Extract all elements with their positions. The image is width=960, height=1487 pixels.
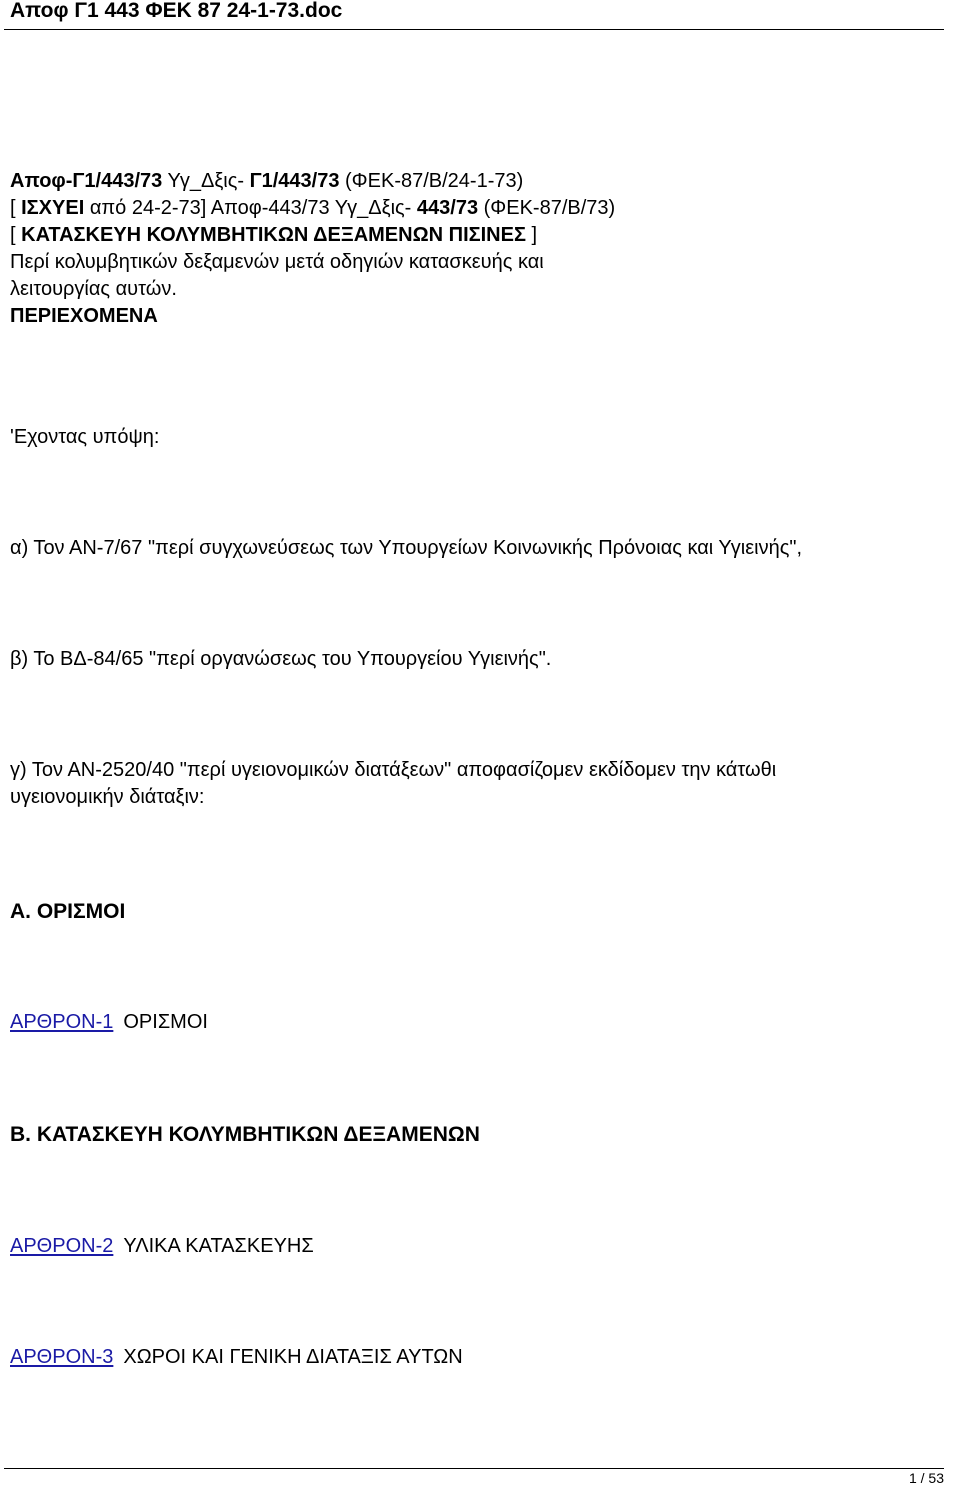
header-line-3: [10, 222, 615, 249]
header-text: ]: [525, 224, 538, 246]
section-a-heading: Α. ΟΡΙΣΜΟΙ: [10, 900, 126, 923]
header-divider: [4, 29, 944, 30]
section-b-heading: Β. ΚΑΤΑΣΚΕΥΗ ΚΟΛΥΜΒΗΤΙΚΩΝ ΔΕΞΑΜΕΝΩΝ: [10, 1123, 480, 1146]
footer-divider: [4, 1468, 944, 1469]
subject-line-1: Περί κολυμβητικών δεξαμενών μετά οδηγιών κατασκευής και: [10, 251, 544, 273]
header-line-1: [10, 168, 615, 195]
subject-keyword: ΚΑΤΑΣΚΕΥΗ ΚΟΛΥΜΒΗΤΙΚΩΝ ΔΕΞΑΜΕΝΩΝ ΠΙΣΙΝΕΣ: [21, 224, 526, 246]
decision-code: 443/73: [416, 197, 479, 219]
article-3-title: ΧΩΡΟΙ ΚΑΙ ΓΕΝΙΚΗ ΔΙΑΤΑΞΙΣ ΑΥΤΩΝ: [123, 1346, 463, 1368]
preamble-item-b: β) Το ΒΔ-84/65 "περί οργανώσεως του Υπουργείου Υγιεινής".: [10, 648, 552, 670]
subject-line-2: λειτουργίας αυτών.: [10, 278, 177, 300]
preamble-item-c-line-2: υγειονομικήν διάταξιν:: [10, 786, 205, 808]
decision-header: [10, 168, 615, 330]
article-entry: [10, 1009, 208, 1036]
article-entry: [10, 1344, 463, 1371]
gazette-reference: (ΦΕΚ-87/Β/24-1-73): [339, 170, 524, 192]
page-indicator: 1 / 53: [908, 1470, 944, 1486]
header-text: [: [10, 224, 22, 246]
decision-code: Γ1/443/73: [249, 170, 340, 192]
article-entry: [10, 1233, 314, 1260]
decision-number: Αποφ-Γ1/443/73: [10, 170, 163, 192]
considering-text: 'Εχοντας υπόψη:: [10, 426, 160, 448]
preamble-item-c-line-1: γ) Τον ΑΝ-2520/40 "περί υγειονομικών διατάξεων" αποφασίζομεν εκδίδομεν την κάτωθι: [10, 759, 777, 781]
status-in-force: ΙΣΧΥΕΙ: [21, 197, 85, 219]
document-title: Αποφ Γ1 443 ΦΕΚ 87 24-1-73.doc: [10, 0, 343, 22]
preamble-item-a: α) Τον ΑΝ-7/67 "περί συγχωνεύσεως των Υπουργείων Κοινωνικής Πρόνοιας και Υγιεινής",: [10, 537, 803, 559]
article-1-link[interactable]: ΑΡΘΡΟΝ-1: [10, 1011, 114, 1033]
gazette-reference: (ΦΕΚ-87/Β/73): [478, 197, 616, 219]
article-2-title: ΥΛΙΚΑ ΚΑΤΑΣΚΕΥΗΣ: [123, 1235, 314, 1257]
article-3-link[interactable]: ΑΡΘΡΟΝ-3: [10, 1346, 114, 1368]
contents-label: ΠΕΡΙΕΧΟΜΕΝΑ: [10, 305, 158, 327]
effective-date-text: από 24-2-73] Αποφ-443/73 Υγ_Δξις-: [84, 197, 417, 219]
header-text: Υγ_Δξις-: [162, 170, 250, 192]
article-2-link[interactable]: ΑΡΘΡΟΝ-2: [10, 1235, 114, 1257]
header-text: [: [10, 197, 22, 219]
header-line-2: [10, 195, 615, 222]
article-1-title: ΟΡΙΣΜΟΙ: [123, 1011, 208, 1033]
